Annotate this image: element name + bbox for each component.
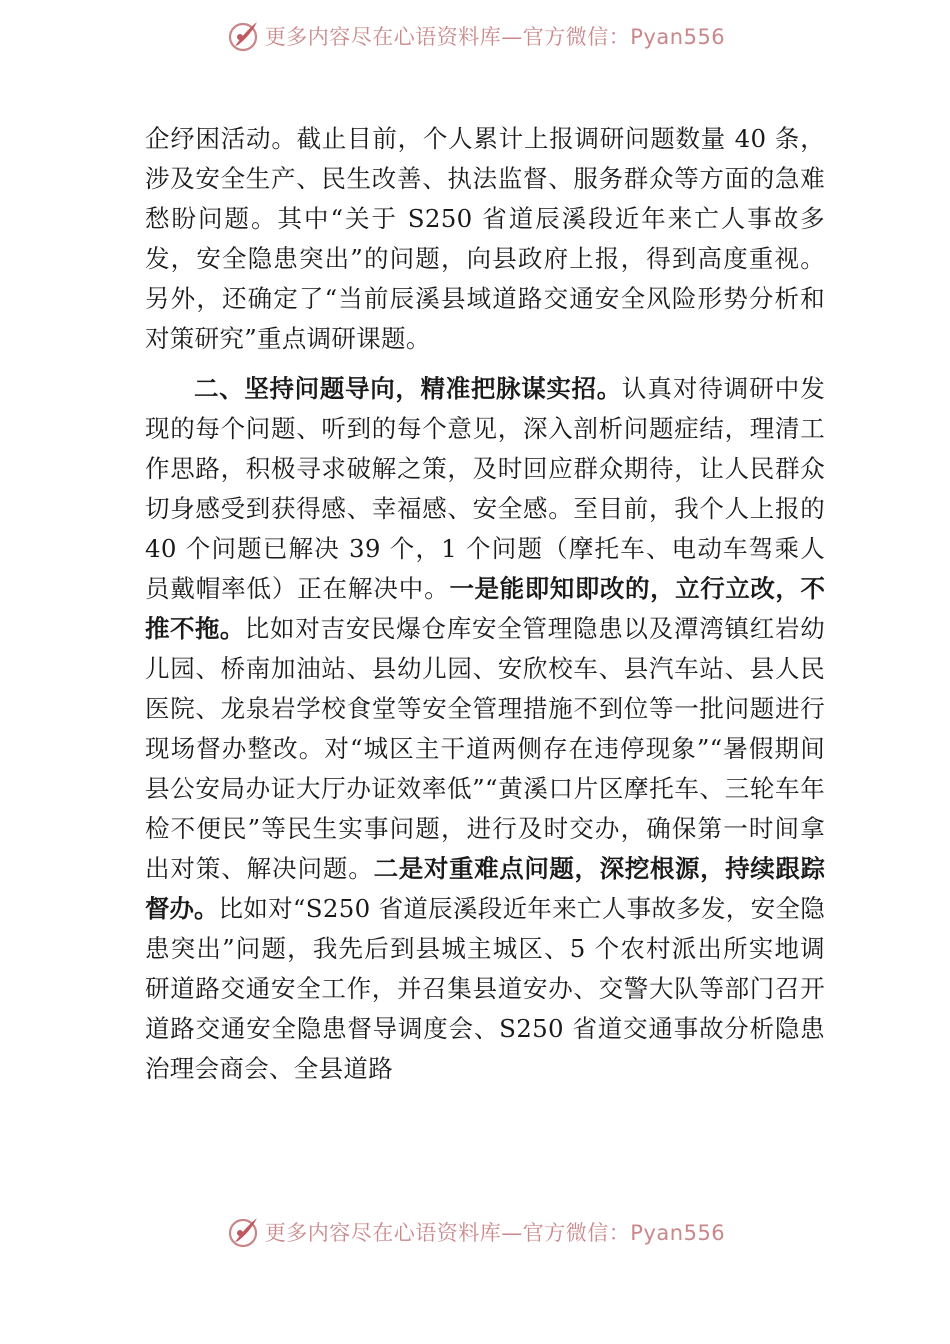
quill-circle-icon (225, 1214, 261, 1250)
point-one-heading: 一是能即知即改的，立行立改，不推不拖。 (145, 574, 826, 643)
document-body (145, 119, 825, 1089)
paragraph-2 (145, 369, 825, 1089)
watermark-footer (0, 1212, 950, 1252)
paragraph-2-text-1: 认真对待调研中发现的每个问题、听到的每个意见，深入剖析问题症结，理清工作思路，积极寻求破解之策，及时回应群众期待，让人民群众切身感受到获得感、幸福感、安全感。至目前，我个人上报的 40 个问题已解决 39 个，1 个问题（摩托车、电动车驾乘人员戴帽率低）正在解决中。 (145, 374, 825, 603)
watermark-text: 更多内容尽在心语资料库—官方微信：Pyan556 (264, 25, 726, 49)
watermark-header (0, 16, 950, 56)
quill-circle-icon (225, 18, 261, 54)
paragraph-2-text-2: 比如对吉安民爆仓库安全管理隐患以及潭湾镇红岩幼儿园、桥南加油站、县幼儿园、安欣校车、县汽车站、县人民医院、龙泉岩学校食堂等安全管理措施不到位等一批问题进行现场督办整改。对“城区主干道两侧存在违停现象”“暑假期间县公安局办证大厅办证效率低”“黄溪口片区摩托车、三轮车年检不便民”等民生实事问题，进行及时交办，确保第一时间拿出对策、解决问题。 (145, 614, 826, 883)
watermark-text: 更多内容尽在心语资料库—官方微信：Pyan556 (264, 1221, 726, 1245)
paragraph-2-text-3: 比如对“S250 省道辰溪段近年来亡人事故多发，安全隐患突出”问题，我先后到县城主城区、5 个农村派出所实地调研道路交通安全工作，并召集县道安办、交警大队等部门召开道路交通安全隐患督导调度会、S250 省道交通事故分析隐患治理会商会、全县道路 (145, 894, 826, 1083)
section-heading: 二、坚持问题导向，精准把脉谋实招。 (194, 374, 622, 403)
point-two-heading: 二是对重难点问题，深挖根源，持续跟踪督办。 (145, 854, 825, 923)
paragraph-1: 企纾困活动。截止目前，个人累计上报调研问题数量 40 条，涉及安全生产、民生改善、执法监督、服务群众等方面的急难愁盼问题。其中“关于 S250 省道辰溪段近年来亡人事故多发，安全隐患突出”的问题，向县政府上报，得到高度重视。另外，还确定了“当前辰溪县域道路交通安全风险形势分析和对策研究”重点调研课题。 (145, 124, 825, 353)
